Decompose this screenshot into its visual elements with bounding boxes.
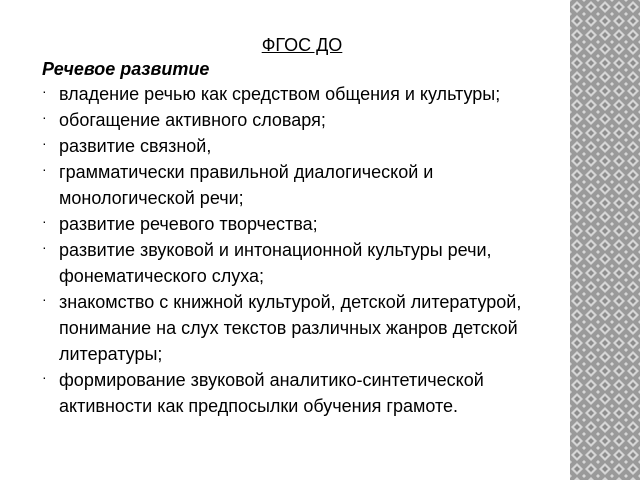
list-item-text: развитие связной, [59,136,212,156]
list-item-text: обогащение активного словаря; [59,110,326,130]
decorative-pattern-strip [570,0,640,480]
list-item [42,211,562,237]
list-item [42,107,562,133]
bullet-icon: · [42,239,47,255]
list-item-text: знакомство с книжной культурой, детской литературой, понимание на слух текстов различных жанров детской литературы; [59,292,522,364]
list-item-text: развитие речевого творчества; [59,214,318,234]
list-item-text: формирование звуковой аналитико-синтетической активности как предпосылки обучения грамоте. [59,370,484,416]
bullet-icon: · [42,369,47,385]
list-item [42,159,562,211]
list-item-text: грамматически правильной диалогической и монологической речи; [59,162,434,208]
list-item [42,133,562,159]
list-item [42,289,562,367]
list-item [42,367,562,419]
bullet-icon: · [42,291,47,307]
list-item [42,237,562,289]
list-item-text: развитие звуковой и интонационной культуры речи, фонематического слуха; [59,240,492,286]
bullet-icon: · [42,213,47,229]
bullet-icon: · [42,135,47,151]
page-title: ФГОС ДО [261,35,343,55]
list-item-text: владение речью как средством общения и культуры; [59,84,501,104]
bullet-icon: · [42,161,47,177]
bullet-icon: · [42,109,47,125]
list-item [42,81,562,107]
section-heading: Речевое развитие [42,59,210,79]
bullet-icon: · [42,83,47,99]
text-content [42,34,562,419]
bullet-list [42,81,562,419]
